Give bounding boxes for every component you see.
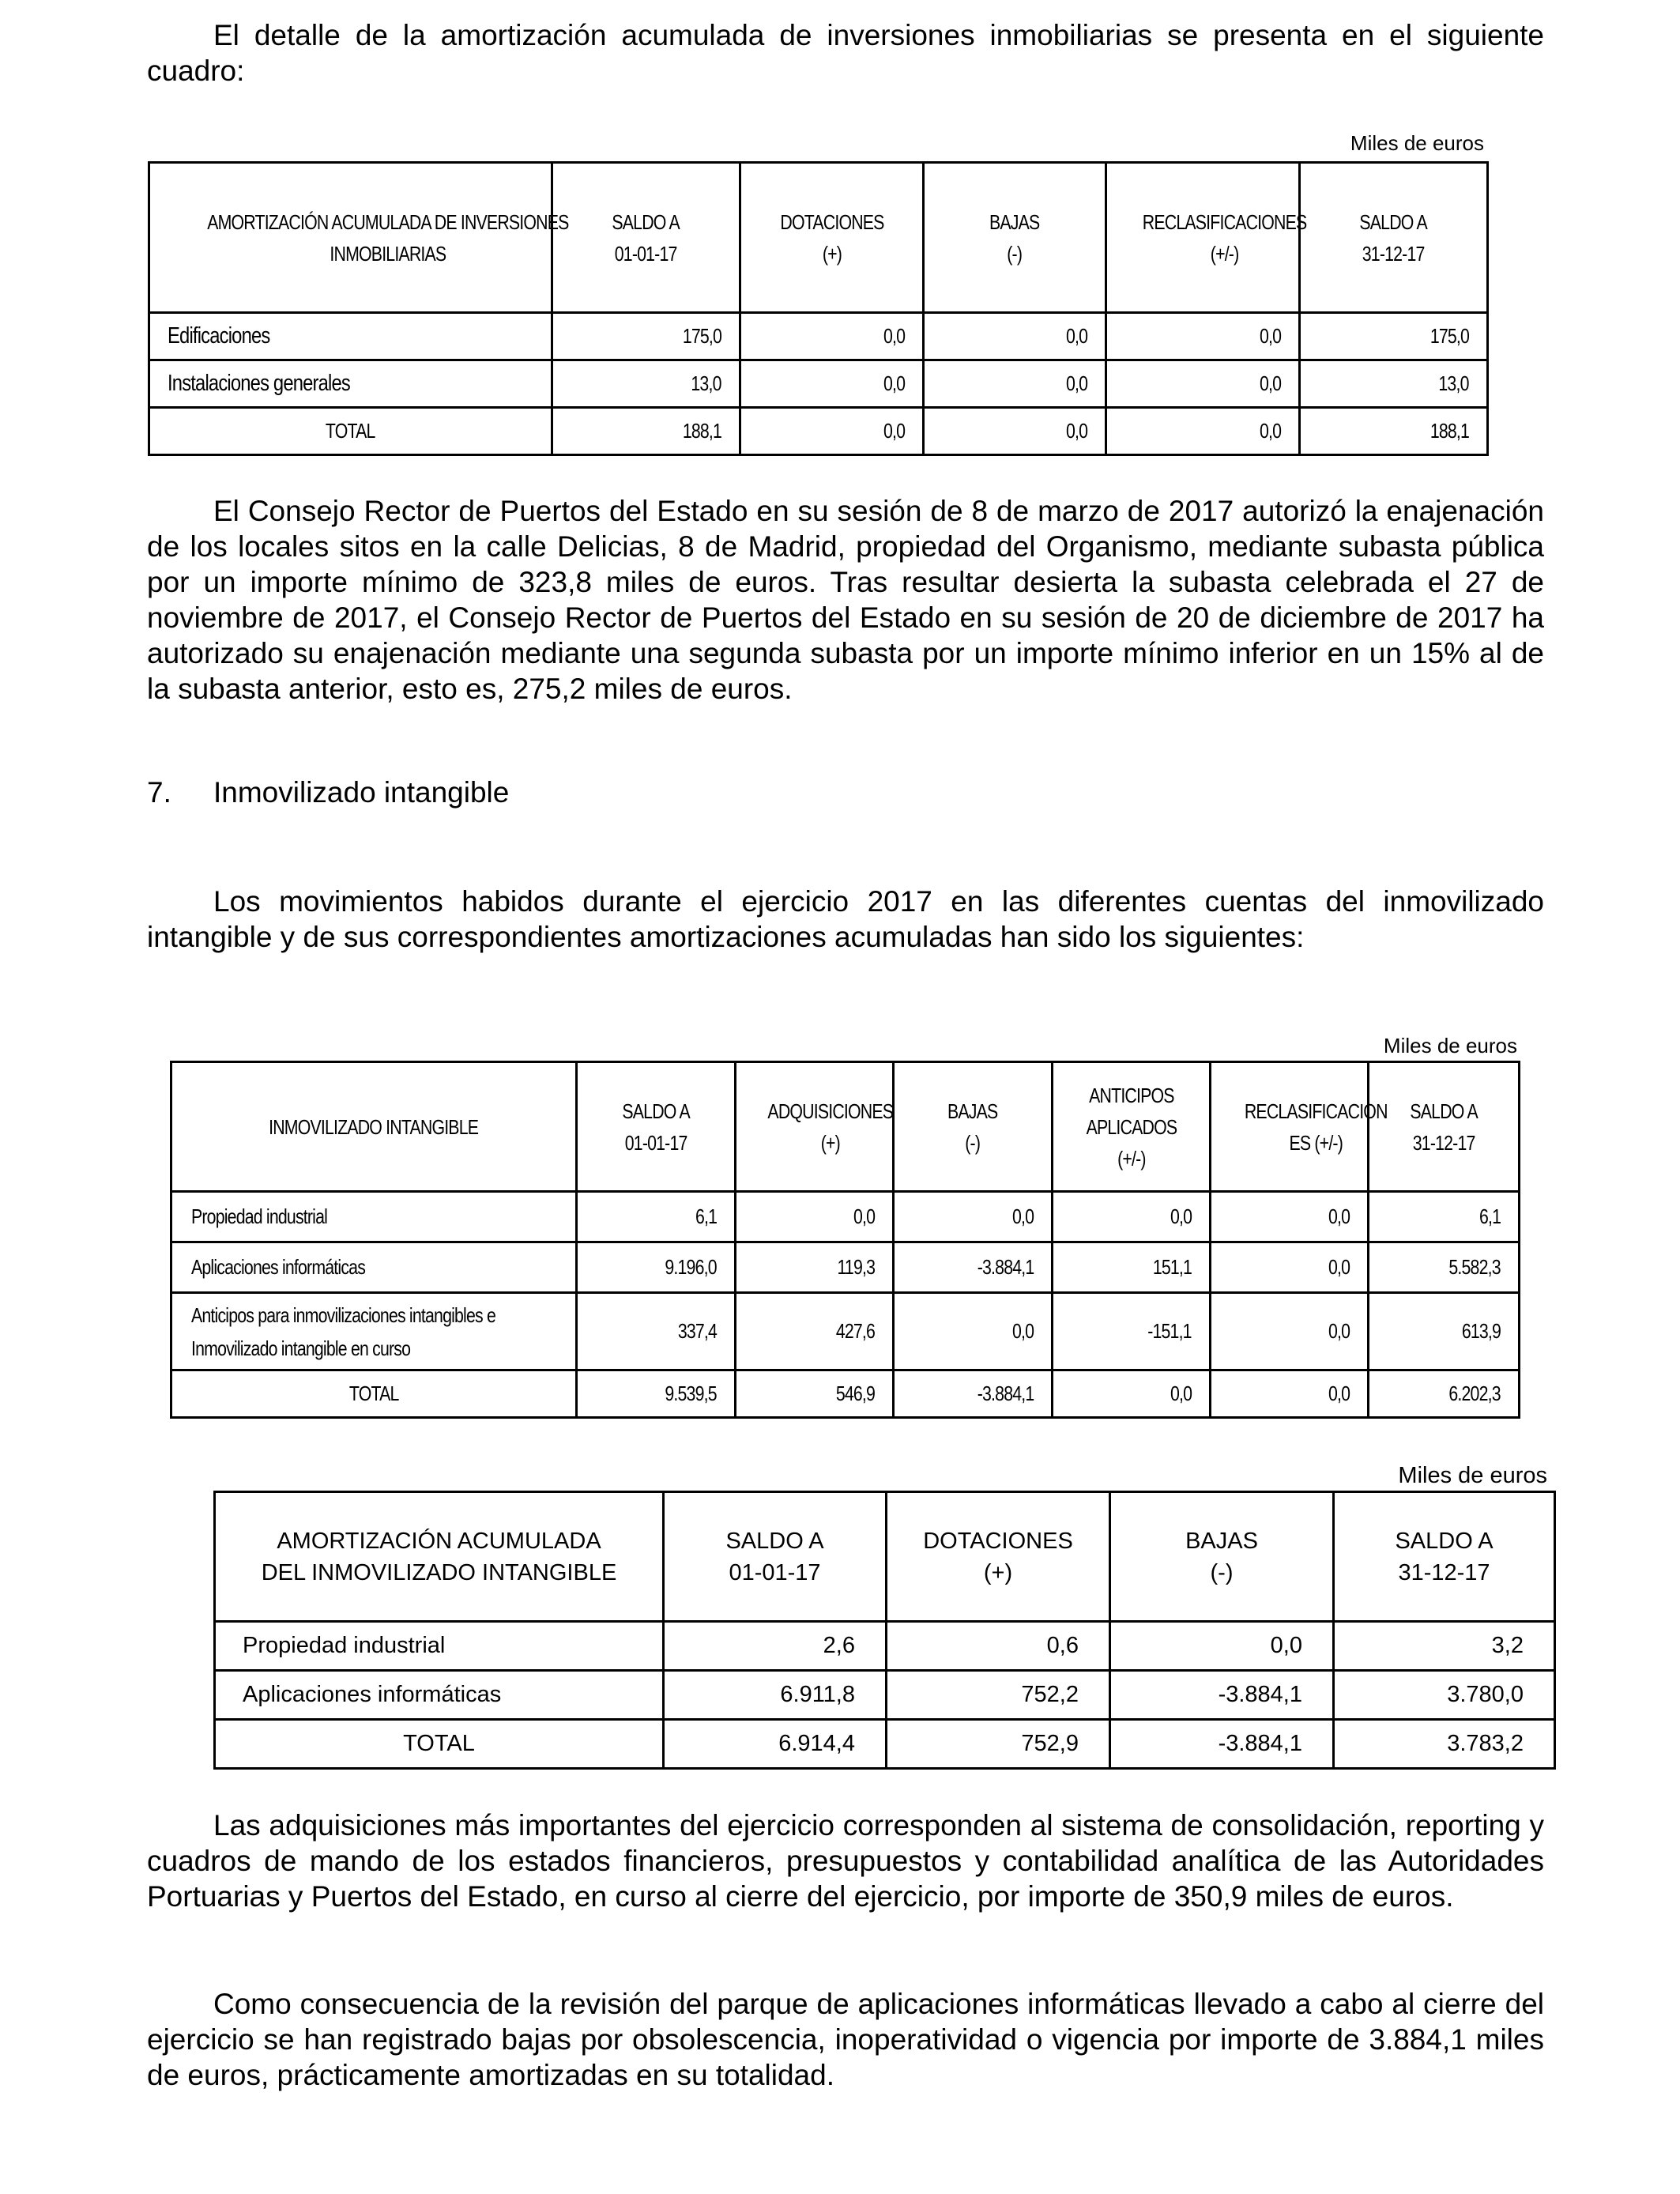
paragraph-intro-intangible: Los movimientos habidos durante el ejercicio 2017 en las diferentes cuentas del inmovilizado intangible y de sus correspondientes amortizaciones acumuladas han sido los siguientes:	[147, 885, 1544, 953]
section-title: Inmovilizado intangible	[213, 776, 510, 809]
table1-header-reclasificaciones: RECLASIFICACIONES (+/-)	[1106, 163, 1300, 313]
table-row-total: TOTAL 6.914,4 752,9 -3.884,1 3.783,2	[215, 1720, 1555, 1769]
table3-header-saldo-inicial: SALDO A 01-01-17	[664, 1492, 887, 1622]
table2-header-row	[171, 1062, 1520, 1192]
table1-header-row	[149, 163, 1488, 313]
table-row: Edificaciones 175,0 0,0 0,0 0,0 175,0	[149, 313, 1488, 360]
table3-header-dotaciones: DOTACIONES (+)	[887, 1492, 1110, 1622]
table-amortizacion-inversiones-inmobiliarias	[148, 161, 1489, 456]
table3-header-row	[215, 1492, 1555, 1622]
paragraph-adquisiciones: Las adquisiciones más importantes del ejercicio corresponden al sistema de consolidación, reporting y cuadros de mando de los estados financieros, presupuestos y contabilidad analítica de las Autoridades Portuarias y Puertos del Estado, en curso al cierre del ejercicio, por importe de 350,9 miles de euros.	[147, 1809, 1544, 1913]
table3-header-concept: AMORTIZACIÓN ACUMULADA DEL INMOVILIZADO INTANGIBLE	[215, 1492, 664, 1622]
table-inmovilizado-intangible	[170, 1061, 1520, 1419]
table3-unit-label: Miles de euros	[1398, 1463, 1547, 1488]
table1-header-saldo-final: SALDO A 31-12-17	[1300, 163, 1488, 313]
table2-header-concept: INMOVILIZADO INTANGIBLE	[171, 1062, 577, 1192]
paragraph-enajenacion: El Consejo Rector de Puertos del Estado en su sesión de 8 de marzo de 2017 autorizó la enajenación de los locales sitos en la calle Delicias, 8 de Madrid, propiedad del Organismo, mediante subasta pública por un importe mínimo de 323,8 miles de euros. Tras resultar desierta la subasta celebrada el 27 de noviembre de 2017, el Consejo Rector de Puertos del Estado en su sesión de 20 de diciembre de 2017 ha autorizado su enajenación mediante una segunda subasta por un importe mínimo inferior en un 15% al de la subasta anterior, esto es, 275,2 miles de euros.	[147, 495, 1544, 705]
table1-header-concept: AMORTIZACIÓN ACUMULADA DE INVERSIONES INMOBILIARIAS	[149, 163, 552, 313]
table2-header-anticipos-aplicados: ANTICIPOS APLICADOS (+/-)	[1053, 1062, 1211, 1192]
table1-header-bajas: BAJAS (-)	[924, 163, 1106, 313]
table-row: Aplicaciones informáticas 6.911,8 752,2 -3.884,1 3.780,0	[215, 1671, 1555, 1720]
table2-header-saldo-final: SALDO A 31-12-17	[1369, 1062, 1520, 1192]
table1-header-saldo-inicial: SALDO A 01-01-17	[552, 163, 740, 313]
table2-unit-label: Miles de euros	[1383, 1034, 1517, 1057]
table2-header-reclasificaciones: RECLASIFICACION ES (+/-)	[1211, 1062, 1369, 1192]
table-amortizacion-inmovilizado-intangible	[213, 1491, 1556, 1770]
table3-header-saldo-final: SALDO A 31-12-17	[1334, 1492, 1555, 1622]
table-row: Anticipos para inmovilizaciones intangibles e Inmovilizado intangible en curso 337,4 427,6 0,0 -151,1 0,0 613,9	[171, 1293, 1520, 1370]
paragraph-bajas-obsolescencia: Como consecuencia de la revisión del parque de aplicaciones informáticas llevado a cabo al cierre del ejercicio se han registrado bajas por obsolescencia, inoperatividad o vigencia por importe de 3.884,1 miles de euros, prácticamente amortizadas en su totalidad.	[147, 1988, 1544, 2091]
table-row-total: TOTAL 9.539,5 546,9 -3.884,1 0,0 0,0 6.202,3	[171, 1370, 1520, 1418]
table2-header-saldo-inicial: SALDO A 01-01-17	[577, 1062, 736, 1192]
table2-header-adquisiciones: ADQUISICIONES (+)	[736, 1062, 894, 1192]
section-heading	[147, 775, 509, 810]
table2-header-bajas: BAJAS (-)	[894, 1062, 1053, 1192]
table3-header-bajas: BAJAS (-)	[1110, 1492, 1334, 1622]
table-row: Propiedad industrial 2,6 0,6 0,0 3,2	[215, 1622, 1555, 1671]
table1-unit-label: Miles de euros	[1350, 131, 1484, 155]
table-row: Aplicaciones informáticas 9.196,0 119,3 -3.884,1 151,1 0,0 5.582,3	[171, 1242, 1520, 1293]
paragraph-intro-table1: El detalle de la amortización acumulada de inversiones inmobiliarias se presenta en el siguiente cuadro:	[147, 19, 1544, 87]
table-row: Propiedad industrial 6,1 0,0 0,0 0,0 0,0 6,1	[171, 1192, 1520, 1242]
table1-header-dotaciones: DOTACIONES (+)	[740, 163, 924, 313]
table-row: Instalaciones generales 13,0 0,0 0,0 0,0 13,0	[149, 360, 1488, 408]
table-row-total: TOTAL 188,1 0,0 0,0 0,0 188,1	[149, 408, 1488, 455]
section-number: 7.	[147, 776, 171, 809]
